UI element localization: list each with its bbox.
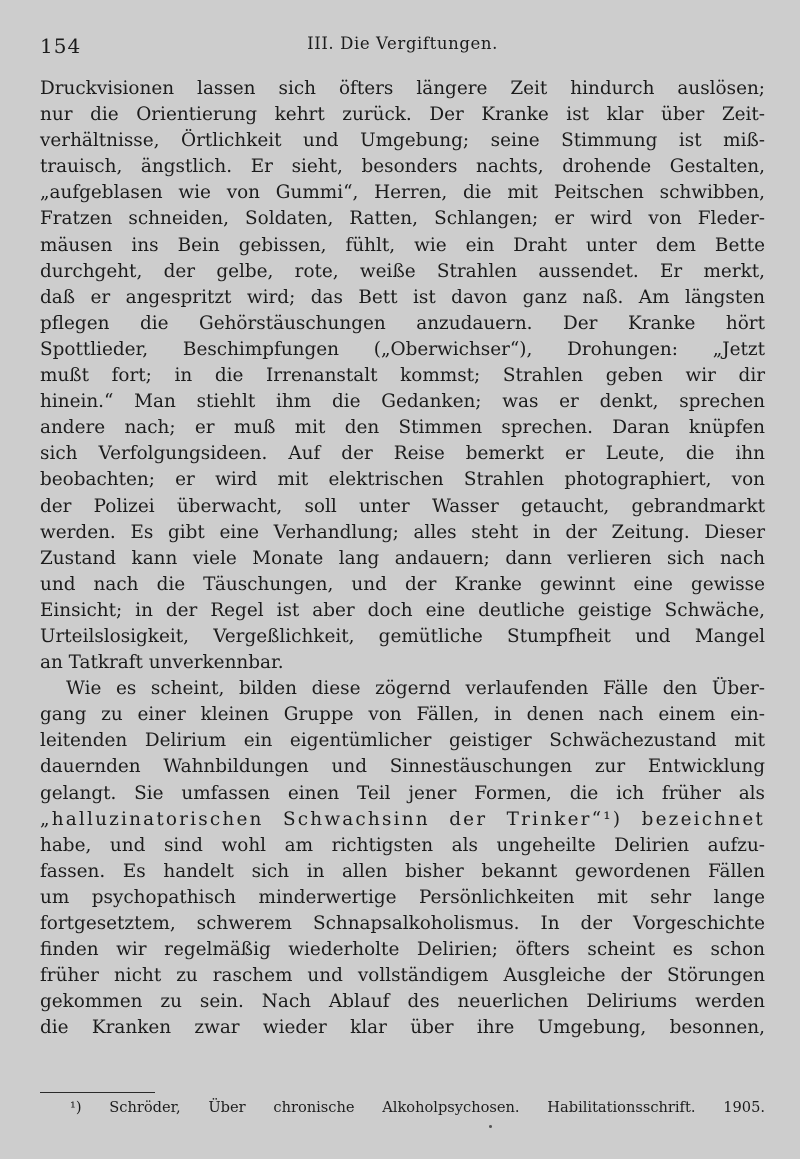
- text-line: sich Verfolgungsideen. Auf der Reise bemerkt er Leute, die ihn: [40, 443, 765, 465]
- text-line: daß er angespritzt wird; das Bett ist davon ganz naß. Am längsten: [40, 286, 765, 308]
- text-line: und nach die Täuschungen, und der Kranke gewinnt eine gewisse: [40, 573, 765, 595]
- text-line: fassen. Es handelt sich in allen bisher bekannt gewordenen Fällen: [40, 860, 765, 882]
- page-header: [40, 34, 765, 62]
- text-line: trauisch, ängstlich. Er sieht, besonders nachts, drohende Gestalten,: [40, 156, 765, 178]
- paragraph-start-line: Wie es scheint, bilden diese zögernd verlaufenden Fälle den Über-: [66, 678, 765, 700]
- text-line: durchgeht, der gelbe, rote, weiße Strahlen aussendet. Er merkt,: [40, 260, 765, 282]
- text-line: Einsicht; in der Regel ist aber doch eine deutliche geistige Schwäche,: [40, 599, 765, 621]
- text-line: nur die Orientierung kehrt zurück. Der Kranke ist klar über Zeit-: [40, 104, 765, 126]
- text-line: gelangt. Sie umfassen einen Teil jener Formen, die ich früher als: [40, 782, 765, 804]
- text-line: beobachten; er wird mit elektrischen Strahlen photographiert, von: [40, 469, 765, 491]
- text-line: gekommen zu sein. Nach Ablauf des neuerlichen Deliriums werden: [40, 991, 765, 1013]
- footnote: ¹) Schröder, Über chronische Alkoholpsychosen. Habilitationsschrift. 1905.: [70, 1099, 765, 1116]
- text-line: „aufgeblasen wie von Gummi“, Herren, die mit Peitschen schwibben,: [40, 182, 765, 204]
- text-line: hinein.“ Man stiehlt ihm die Gedanken; was er denkt, sprechen: [40, 391, 765, 413]
- text-line: die Kranken zwar wieder klar über ihre Umgebung, besonnen,: [40, 1017, 765, 1039]
- text-line: Fratzen schneiden, Soldaten, Ratten, Schlangen; er wird von Fleder-: [40, 208, 765, 230]
- text-line: Zustand kann viele Monate lang andauern; dann verlieren sich nach: [40, 547, 765, 569]
- text-line: Spottlieder, Beschimpfungen („Oberwichser“), Drohungen: „Jetzt: [40, 338, 765, 360]
- text-line: um psychopathisch minderwertige Persönlichkeiten mit sehr lange: [40, 886, 765, 908]
- text-line: finden wir regelmäßig wiederholte Delirien; öfters scheint es schon: [40, 939, 765, 961]
- text-line: mußt fort; in die Irrenanstalt kommst; Strahlen geben wir dir: [40, 365, 765, 387]
- text-line: leitenden Delirium ein eigentümlicher geistiger Schwächezustand mit: [40, 730, 765, 752]
- text-line: gang zu einer kleinen Gruppe von Fällen, in denen nach einem ein-: [40, 704, 765, 726]
- body-text: [40, 76, 765, 1041]
- text-line: der Polizei überwacht, soll unter Wasser getaucht, gebrandmarkt: [40, 495, 765, 517]
- print-speck: [489, 1125, 492, 1128]
- page-number: 154: [40, 34, 82, 58]
- text-line: habe, und sind wohl am richtigsten als ungeheilte Delirien aufzu-: [40, 834, 765, 856]
- text-line: werden. Es gibt eine Verhandlung; alles steht in der Zeitung. Dieser: [40, 521, 765, 543]
- text-line: dauernden Wahnbildungen und Sinnestäuschungen zur Entwicklung: [40, 756, 765, 778]
- text-line: früher nicht zu raschem und vollständigem Ausgleiche der Störungen: [40, 965, 765, 987]
- paragraph-end-line: an Tatkraft unverkennbar.: [40, 652, 284, 674]
- text-line: Druckvisionen lassen sich öfters längere Zeit hindurch auslösen;: [40, 78, 765, 99]
- text-line-spaced: „halluzinatorischen Schwachsinn der Trinker“¹) bezeichnet: [40, 808, 765, 830]
- footnote-divider: [40, 1092, 155, 1093]
- text-line: fortgesetztem, schwerem Schnapsalkoholismus. In der Vorgeschichte: [40, 913, 765, 934]
- text-line: verhältnisse, Örtlichkeit und Umgebung; seine Stimmung ist miß-: [40, 130, 765, 152]
- running-title: III. Die Vergiftungen.: [307, 34, 498, 53]
- text-line: pflegen die Gehörstäuschungen anzudauern. Der Kranke hört: [40, 312, 765, 334]
- text-line: andere nach; er muß mit den Stimmen sprechen. Daran knüpfen: [40, 417, 765, 439]
- text-line: mäusen ins Bein gebissen, fühlt, wie ein Draht unter dem Bette: [40, 234, 765, 256]
- text-line: Urteilslosigkeit, Vergeßlichkeit, gemütliche Stumpfheit und Mangel: [40, 625, 765, 647]
